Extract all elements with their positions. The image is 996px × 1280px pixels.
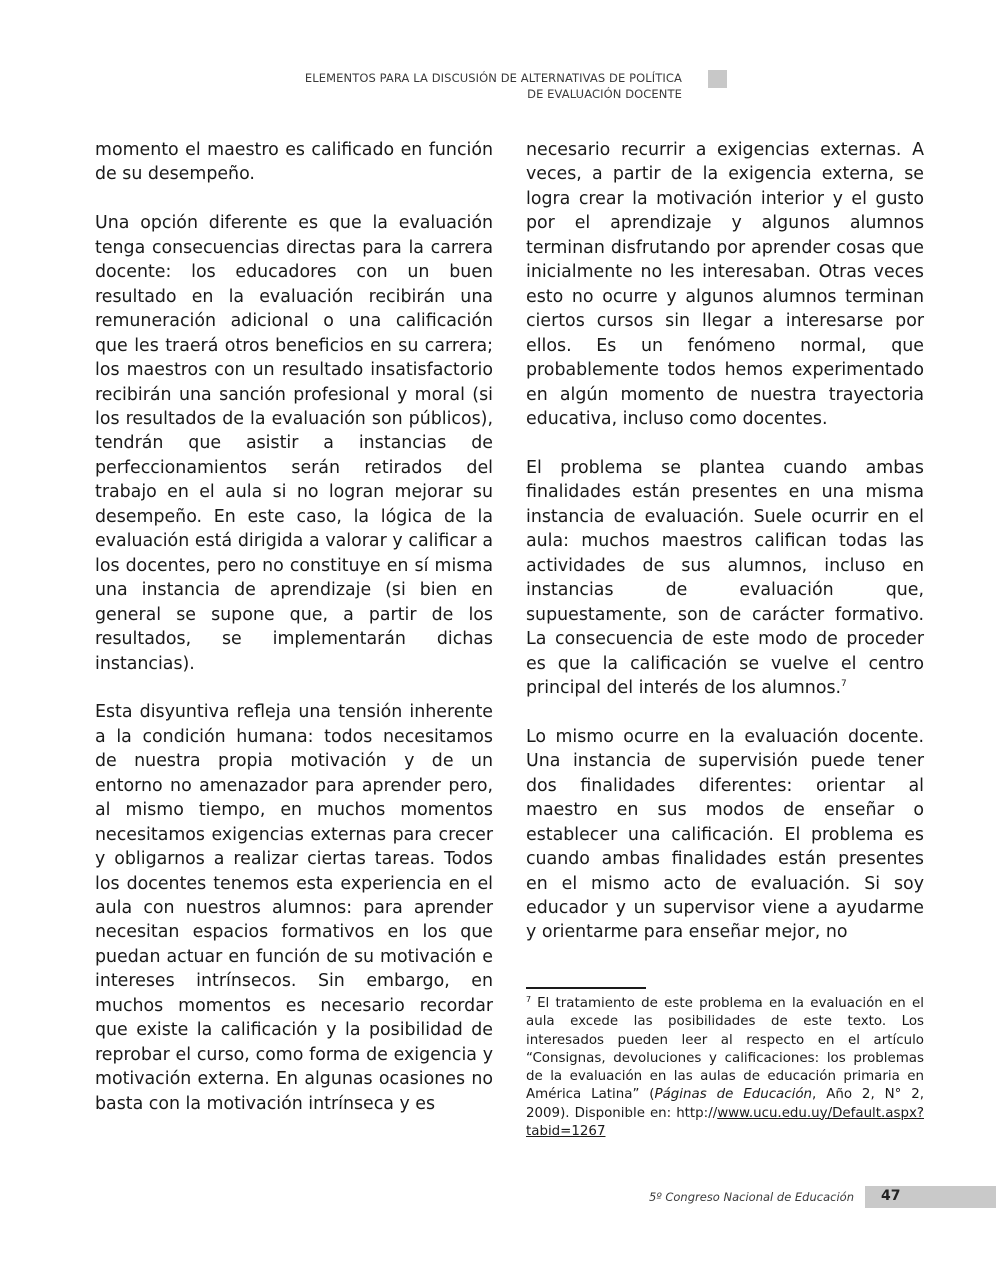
right-paragraph-3: Lo mismo ocurre en la evaluación docente. Una instancia de supervisión puede tener dos finalidades diferentes: orientar al maestro en sus modos de enseñar o establecer una calificación. El problema es cuando ambas finalidades están presentes en el mismo acto de evaluación. Si soy educador y un supervisor viene a ayudarme y orientarme para enseñar mejor, no: [526, 726, 924, 943]
header-decoration-square: [708, 70, 727, 88]
right-paragraph-2-text: El problema se plantea cuando ambas finalidades están presentes en una misma instancia de evaluación. Suele ocurrir en el aula: muchos maestros califican todas las actividades de sus alumnos, incluso en instancias de evaluación que, supuestamente, son de carácter formativo. La consecuencia de este modo de proceder es que la calificación se vuelve el centro principal del interés de los alumnos.: [526, 457, 924, 698]
right-paragraph-2: [526, 456, 924, 701]
page-number: 47: [881, 1188, 901, 1204]
running-header-line-2: DE EVALUACIÓN DOCENTE: [527, 87, 682, 101]
footnote-text-after: , Año 2, N° 2, 2009). Disponible en: http://: [526, 1087, 924, 1121]
footnote-text-before: El tratamiento de este problema en la evaluación en el aula excede las posibilidades de este texto. Los interesados pueden leer al respecto en el artículo “Consignas, devoluciones y calificaciones: los problemas de la evaluación en las aulas de educación primaria en América Latina” (: [526, 996, 924, 1103]
footnote-number: 7: [526, 994, 532, 1004]
right-paragraph-1: necesario recurrir a exigencias externas. A veces, a partir de la exigencia externa, se logra crear la motivación interior y el gusto por el aprendizaje y algunos alumnos terminan disfrutando por aprender cosas que inicialmente no les interesaban. Otras veces esto no ocurre y algunos alumnos terminan ciertos cursos sin llegar a interesarse por ellos. Es un fenómeno normal, que probablemente todos hemos experimentado en algún momento de nuestra trayectoria educativa, incluso como docentes.: [526, 140, 924, 429]
left-paragraph-3: Esta disyuntiva refleja una tensión inherente a la condición humana: todos necesitamos de nuestra propia motivación y de un entorno no amenazador para aprender pero, al mismo tiempo, en muchos momentos necesitamos exigencias externas para crecer y obligarnos a realizar ciertas tareas. Todos los docentes tenemos esta experiencia en el aula con nuestros alumnos: para aprender necesitan espacios formativos en los que puedan actuar en función de su motivación e intereses intrínsecos. Sin embargo, en muchos momentos es necesario recordar que existe la calificación y la posibilidad de reprobar el curso, como forma de exigencia y motivación externa. En algunas ocasiones no basta con la motivación intrínseca y es: [95, 702, 493, 1114]
left-paragraph-1: momento el maestro es calificado en función de su desempeño.: [95, 140, 493, 185]
footnote-italic-title: Páginas de Educación: [654, 1087, 813, 1103]
left-paragraph-2: Una opción diferente es que la evaluación tenga consecuencias directas para la carrera docente: los educadores con un buen resultado en la evaluación recibirán una remuneración adicional o una calificación que les traerá otros beneficios en su carrera; los maestros con un resultado insatisfactorio recibirán una sanción profesional y moral (si los resultados de la evaluación son públicos), tendrán que asistir a instancias de perfeccionamientos serán retirados del trabajo en el aula si no logran mejorar su desempeño. En este caso, la lógica de la evaluación está dirigida a valorar y calificar a los docentes, pero no constituye en sí misma una instancia de aprendizaje (si bien en general se supone que, a partir de los resultados, se implementarán dichas instancias).: [95, 213, 493, 674]
left-column: [95, 138, 493, 1141]
running-header-line-1: ELEMENTOS PARA LA DISCUSIÓN DE ALTERNATIVAS DE POLÍTICA: [304, 71, 682, 85]
footnote-reference: 7: [841, 679, 847, 690]
footer-page-bar: [865, 1186, 996, 1208]
footnote-link[interactable]: www.ucu.edu.uy/Default.aspx?tabid=1267: [526, 1105, 924, 1140]
running-header: [305, 70, 682, 102]
footnote: [526, 995, 924, 1141]
footer-congress-label: 5º Congreso Nacional de Educación: [648, 1190, 854, 1204]
footnote-divider: [526, 987, 646, 989]
right-column: [526, 138, 924, 969]
